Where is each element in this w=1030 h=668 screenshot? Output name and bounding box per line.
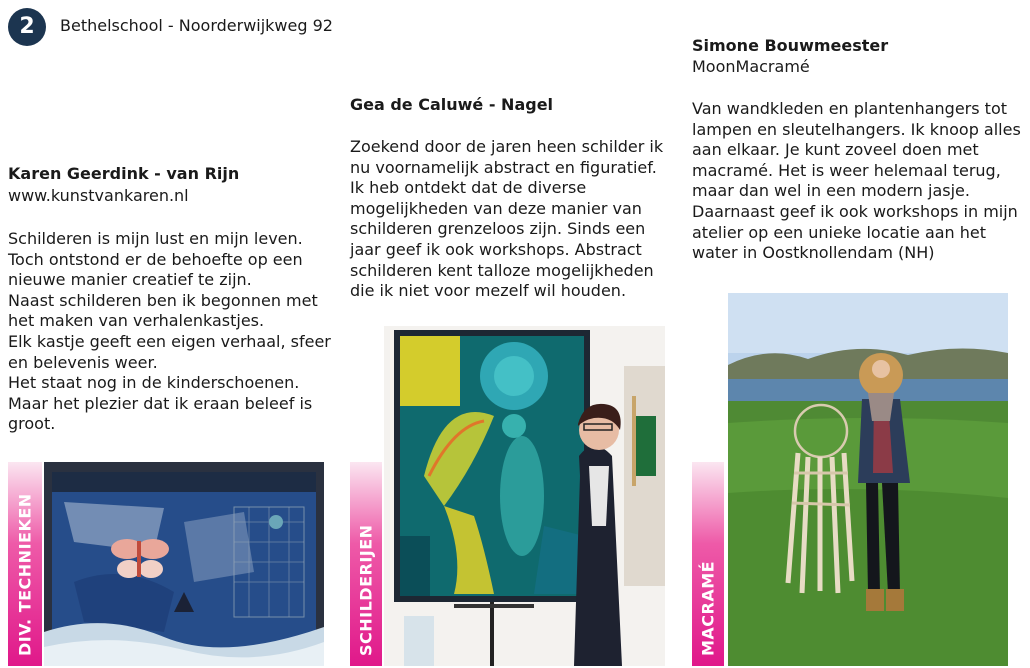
story-box-image — [44, 462, 324, 666]
artist-name: Karen Geerdink - van Rijn — [8, 164, 240, 183]
artist-photo — [728, 293, 1008, 666]
description-line: maar dan wel in een modern jasje. — [692, 181, 970, 201]
artwork-photo — [44, 462, 324, 666]
description-line: groot. — [8, 414, 56, 434]
description-line: Het staat nog in de kinderschoenen. — [8, 373, 300, 393]
page-number-badge: 2 — [8, 8, 46, 46]
artist-description — [692, 99, 1022, 264]
description-line: Naast schilderen ben ik begonnen met — [8, 290, 318, 310]
description-line: Ik heb ontdekt dat de diverse — [350, 178, 587, 198]
description-line: Van wandkleden en plantenhangers tot — [692, 99, 1007, 118]
description-line: macramé. Het is weer helemaal terug, — [692, 160, 1001, 180]
location-label: Bethelschool - Noorderwijkweg 92 — [60, 16, 333, 35]
artist-brand: MoonMacramé — [692, 57, 810, 76]
description-line: schilderen kent talloze mogelijkheden — [350, 260, 654, 280]
artist-description — [8, 229, 343, 435]
description-line: Elk kastje geeft een eigen verhaal, sfeer — [8, 331, 331, 351]
category-label: SCHILDERIJEN — [356, 524, 376, 656]
macrame-scene-image — [728, 293, 1008, 666]
description-line: mogelijkheden van deze manier van — [350, 198, 642, 218]
description-line: water in Oostknollendam (NH) — [692, 243, 935, 263]
category-tab — [350, 462, 382, 666]
description-line: Toch ontstond er de behoefte op een — [8, 249, 303, 269]
description-line: Maar het plezier dat ik eraan beleef is — [8, 393, 313, 413]
description-line: en belevenis weer. — [8, 352, 158, 372]
artist-name: Simone Bouwmeester — [692, 36, 889, 55]
category-label: DIV. TECHNIEKEN — [15, 493, 35, 656]
description-line: Zoekend door de jaren heen schilder ik — [350, 137, 664, 156]
description-line: Daarnaast geef ik ook workshops in mijn — [692, 201, 1018, 221]
artist-website[interactable]: www.kunstvankaren.nl — [8, 186, 189, 205]
artist-photo — [384, 326, 665, 666]
category-tab — [692, 462, 724, 666]
description-line: nieuwe manier creatief te zijn. — [8, 270, 252, 290]
category-tab — [8, 462, 42, 666]
artist-description — [350, 137, 670, 302]
description-line: schilderen grenzeloos zijn. Sinds een — [350, 219, 646, 239]
description-line: atelier op een unieke locatie aan het — [692, 222, 987, 242]
description-line: jaar geef ik ook workshops. Abstract — [350, 239, 642, 259]
category-label: MACRAMÉ — [698, 560, 718, 656]
description-line: die ik niet voor mezelf wil houden. — [350, 281, 627, 301]
painting-scene-image — [384, 326, 665, 666]
description-line: lampen en sleutelhangers. Ik knoop alles — [692, 119, 1021, 139]
description-line: aan elkaar. Je kunt zoveel doen met — [692, 140, 979, 160]
artist-name: Gea de Caluwé - Nagel — [350, 95, 554, 114]
description-line: nu voornamelijk abstract en figuratief. — [350, 157, 657, 177]
description-line: Schilderen is mijn lust en mijn leven. — [8, 229, 303, 248]
description-line: het maken van verhalenkastjes. — [8, 311, 265, 331]
